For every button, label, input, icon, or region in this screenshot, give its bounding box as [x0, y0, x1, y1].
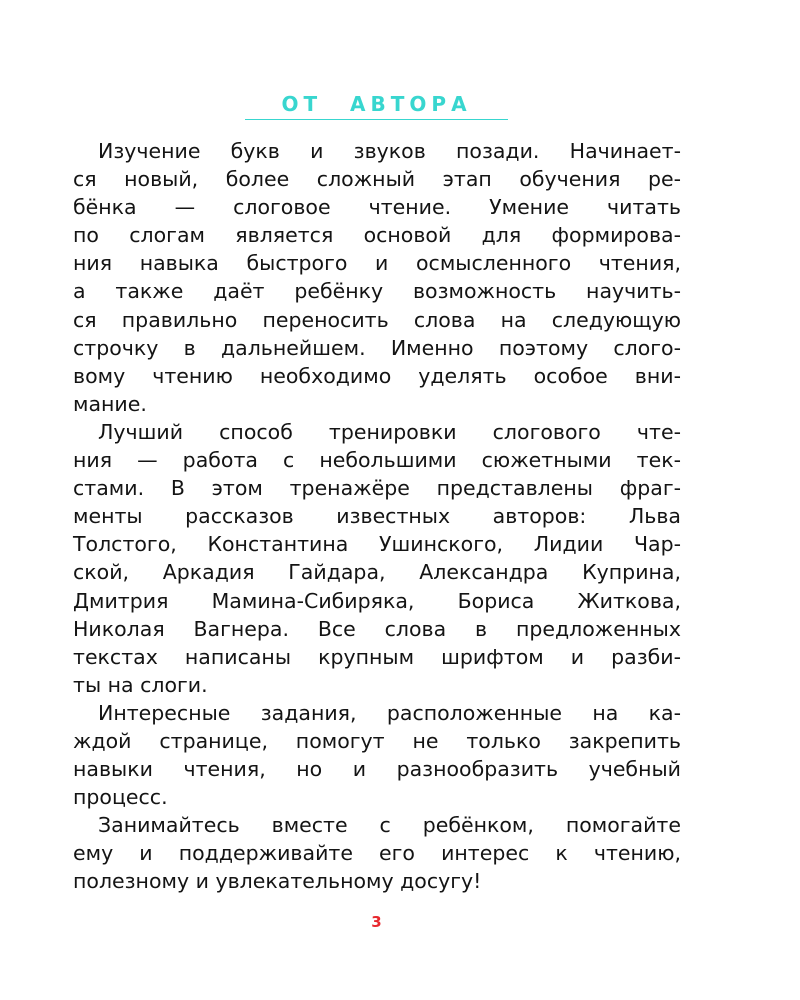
text-line: Дмитрия Мамина-Сибиряка, Бориса Житкова,	[73, 588, 681, 613]
paragraph	[73, 699, 681, 811]
text-line: ему и поддерживайте его интерес к чтению,	[73, 841, 681, 866]
heading-underline	[245, 119, 508, 120]
text-line: полезному и увлекательному досугу!	[73, 869, 482, 894]
text-line: навыки чтения, но и разнообразить учебный	[73, 757, 681, 782]
text-line: Николая Вагнера. Все слова в предложенных	[73, 616, 681, 641]
text-line: ской, Аркадия Гайдара, Александра Куприна,	[73, 560, 681, 585]
page-number: 3	[371, 913, 382, 931]
text-line: вому чтению необходимо уделять особое вни-	[73, 363, 681, 388]
paragraph	[73, 137, 681, 418]
paragraph	[73, 418, 681, 699]
text-line: строчку в дальнейшем. Именно поэтому слого-	[73, 335, 681, 360]
text-line: менты рассказов известных авторов: Льва	[73, 504, 681, 529]
body-text	[73, 137, 681, 896]
text-line: ния — работа с небольшими сюжетными тек-	[73, 448, 681, 473]
text-line: Интересные задания, расположенные на ка-	[98, 700, 681, 725]
text-line: ся новый, более сложный этап обучения ре-	[73, 167, 681, 192]
text-line: ся правильно переносить слова на следующую	[73, 307, 681, 332]
text-line: мание.	[73, 391, 147, 416]
text-line: ждой странице, помогут не только закрепить	[73, 728, 681, 753]
text-line: стами. В этом тренажёре представлены фраг-	[73, 476, 681, 501]
text-line: Изучение букв и звуков позади. Начинает-	[98, 139, 681, 163]
text-line: по слогам является основой для формирова-	[73, 223, 681, 248]
page-heading: ОТ АВТОРА	[281, 92, 472, 116]
text-line: текстах написаны крупным шрифтом и разби-	[73, 644, 681, 669]
paragraph	[73, 811, 681, 895]
text-line: а также даёт ребёнку возможность научить-	[73, 279, 681, 304]
text-line: бёнка — слоговое чтение. Умение читать	[73, 195, 681, 220]
heading-block	[245, 91, 508, 120]
text-line: ния навыка быстрого и осмысленного чтения,	[73, 251, 681, 276]
text-line: Лучший способ тренировки слогового чте-	[98, 419, 681, 444]
text-line: ты на слоги.	[73, 672, 208, 697]
text-line: Толстого, Константина Ушинского, Лидии Чар-	[73, 532, 681, 557]
text-line: процесс.	[73, 785, 168, 810]
text-line: Занимайтесь вместе с ребёнком, помогайте	[98, 813, 681, 838]
